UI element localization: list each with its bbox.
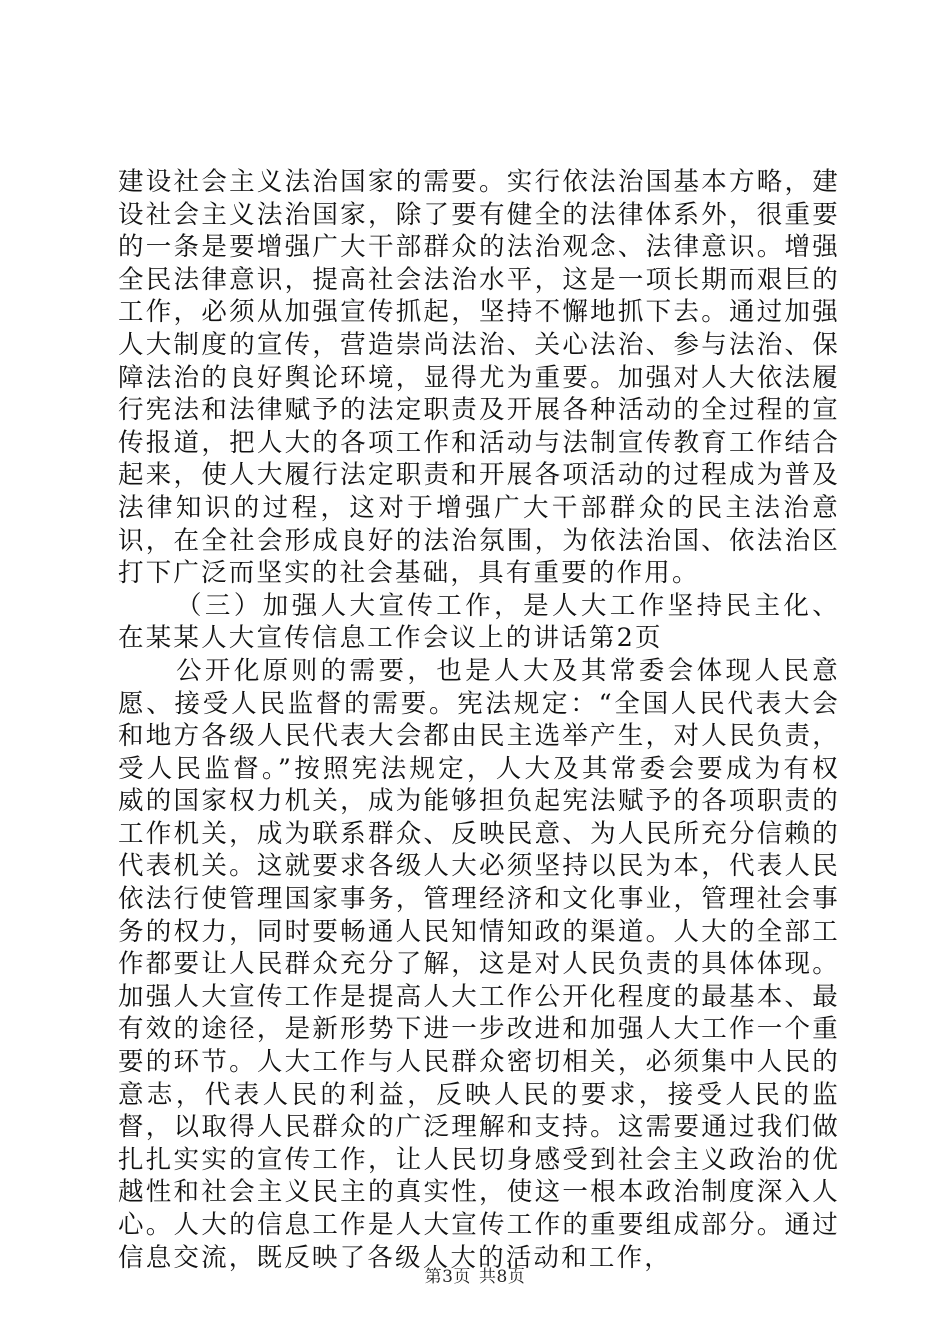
page-number: 第3页 [424, 1267, 471, 1287]
page-footer [0, 1262, 950, 1287]
paragraph-body: 公开化原则的需要，也是人大及其常委会体现人民意愿、接受人民监督的需要。宪法规定：“全国人民代表大会和地方各级人民代表大会都由民主选举产生，对人民负责，受人民监督。”按照宪法规定，人大及其常委会要成为有权威的国家权力机关，成为能够担负起宪法赋予的各项职责的工作机关，成为联系群众、反映民意、为人民所充分信赖的代表机关。这就要求各级人大必须坚持以民为本，代表人民依法行使管理国家事务，管理经济和文化事业，管理社会事务的权力，同时要畅通人民知情知政的渠道。人大的全部工作都要让人民群众充分了解，这是对人民负责的具体体现。加强人大宣传工作是提高人大工作公开化程度的最基本、最有效的途径，是新形势下进一步改进和加强人大工作一个重要的环节。人大工作与人民群众密切相关，必须集中人民的意志，代表人民的利益，反映人民的要求，接受人民的监督，以取得人民群众的广泛理解和支持。这需要通过我们做扎扎实实的宣传工作，让人民切身感受到社会主义政治的优越性和社会主义民主的真实性，使这一根本政治制度深入人心。人大的信息工作是人大宣传工作的重要组成部分。通过信息交流，既反映了各级人大的活动和工作， [118, 655, 840, 1273]
paragraph-section-heading: （三）加强人大宣传工作，是人大工作坚持民主化、在某某人大宣传信息工作会议上的讲话第2页 [118, 590, 840, 654]
page-total: 共8页 [479, 1267, 526, 1287]
paragraph-continuation: 建设社会主义法治国家的需要。实行依法治国基本方略，建设社会主义法治国家，除了要有健全的法律体系外，很重要的一条是要增强广大干部群众的法治观念、法律意识。增强全民法律意识，提高社会法治水平，这是一项长期而艰巨的工作，必须从加强宣传抓起，坚持不懈地抓下去。通过加强人大制度的宣传，营造崇尚法治、关心法治、参与法治、保障法治的良好舆论环境，显得尤为重要。加强对人大依法履行宪法和法律赋予的法定职责及开展各种活动的全过程的宣传报道，把人大的各项工作和活动与法制宣传教育工作结合起来，使人大履行法定职责和开展各项活动的过程成为普及法律知识的过程，这对于增强广大干部群众的民主法治意识，在全社会形成良好的法治氛围，为依法治国、依法治区打下广泛而坚实的社会基础，具有重要的作用。 [118, 167, 840, 589]
document-body [118, 166, 840, 1274]
